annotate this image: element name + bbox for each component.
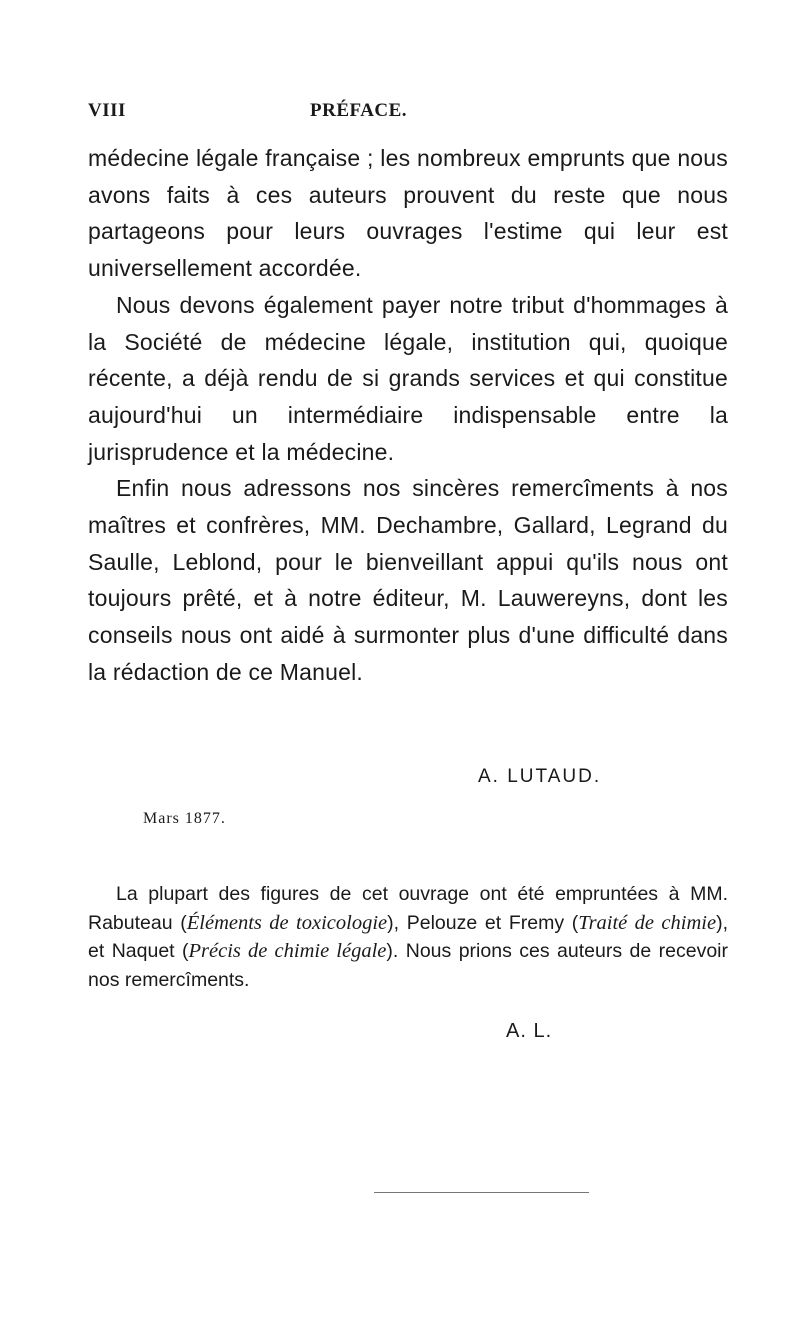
page-number: VIII <box>88 100 126 121</box>
figures-note <box>88 880 728 994</box>
paragraph-3: Enfin nous adressons nos sincères remercîments à nos maîtres et confrères, MM. Dechambre, Gallard, Legrand du Saulle, Leblond, pour le bienveillant appui qu'ils nous ont toujours prêté, et à notre éditeur, M. Lauwereyns, dont les conseils nous ont aidé à surmonter plus d'une difficulté dans la rédaction de ce Manuel. <box>88 475 728 685</box>
end-rule <box>374 1192 589 1193</box>
note-paragraph <box>88 880 728 994</box>
note-text-1: La plupart des figures de cet ouvrage ont été empruntées à MM. Rabuteau ( <box>88 883 728 934</box>
preface-body <box>88 140 728 691</box>
note-text-2: ), Pelouze et Fremy ( <box>387 911 579 934</box>
paragraph-2: Nous devons également payer notre tribut d'hommages à la Société de médecine légale, institution qui, quoique récente, a déjà rendu de si grands services et qui constitue aujourd'hui un intermédiaire indispensable entre la jurisprudence et la médecine. <box>88 291 728 465</box>
note-title-chimie-legale: Précis de chimie légale <box>188 940 387 962</box>
note-text-4: ). Nous prions ces auteurs de recevoir nos remercîments. <box>88 940 728 991</box>
author-signature: A. LUTAUD. <box>478 766 602 787</box>
note-title-toxicologie: Éléments de toxicologie <box>186 911 388 934</box>
running-head <box>88 100 728 130</box>
book-page <box>88 0 728 1344</box>
section-title: PRÉFACE. <box>310 100 408 121</box>
dateline: Mars 1877. <box>143 810 226 827</box>
note-title-chimie: Traité de chimie <box>578 911 717 934</box>
note-signature: A. L. <box>506 1020 553 1042</box>
note-text-3: ), et Naquet ( <box>88 911 728 962</box>
paragraph-1: médecine légale française ; les nombreux emprunts que nous avons faits à ces auteurs prouvent du reste que nous partageons pour leurs ouvrages l'estime qui leur est universellement accordée. <box>88 145 728 282</box>
